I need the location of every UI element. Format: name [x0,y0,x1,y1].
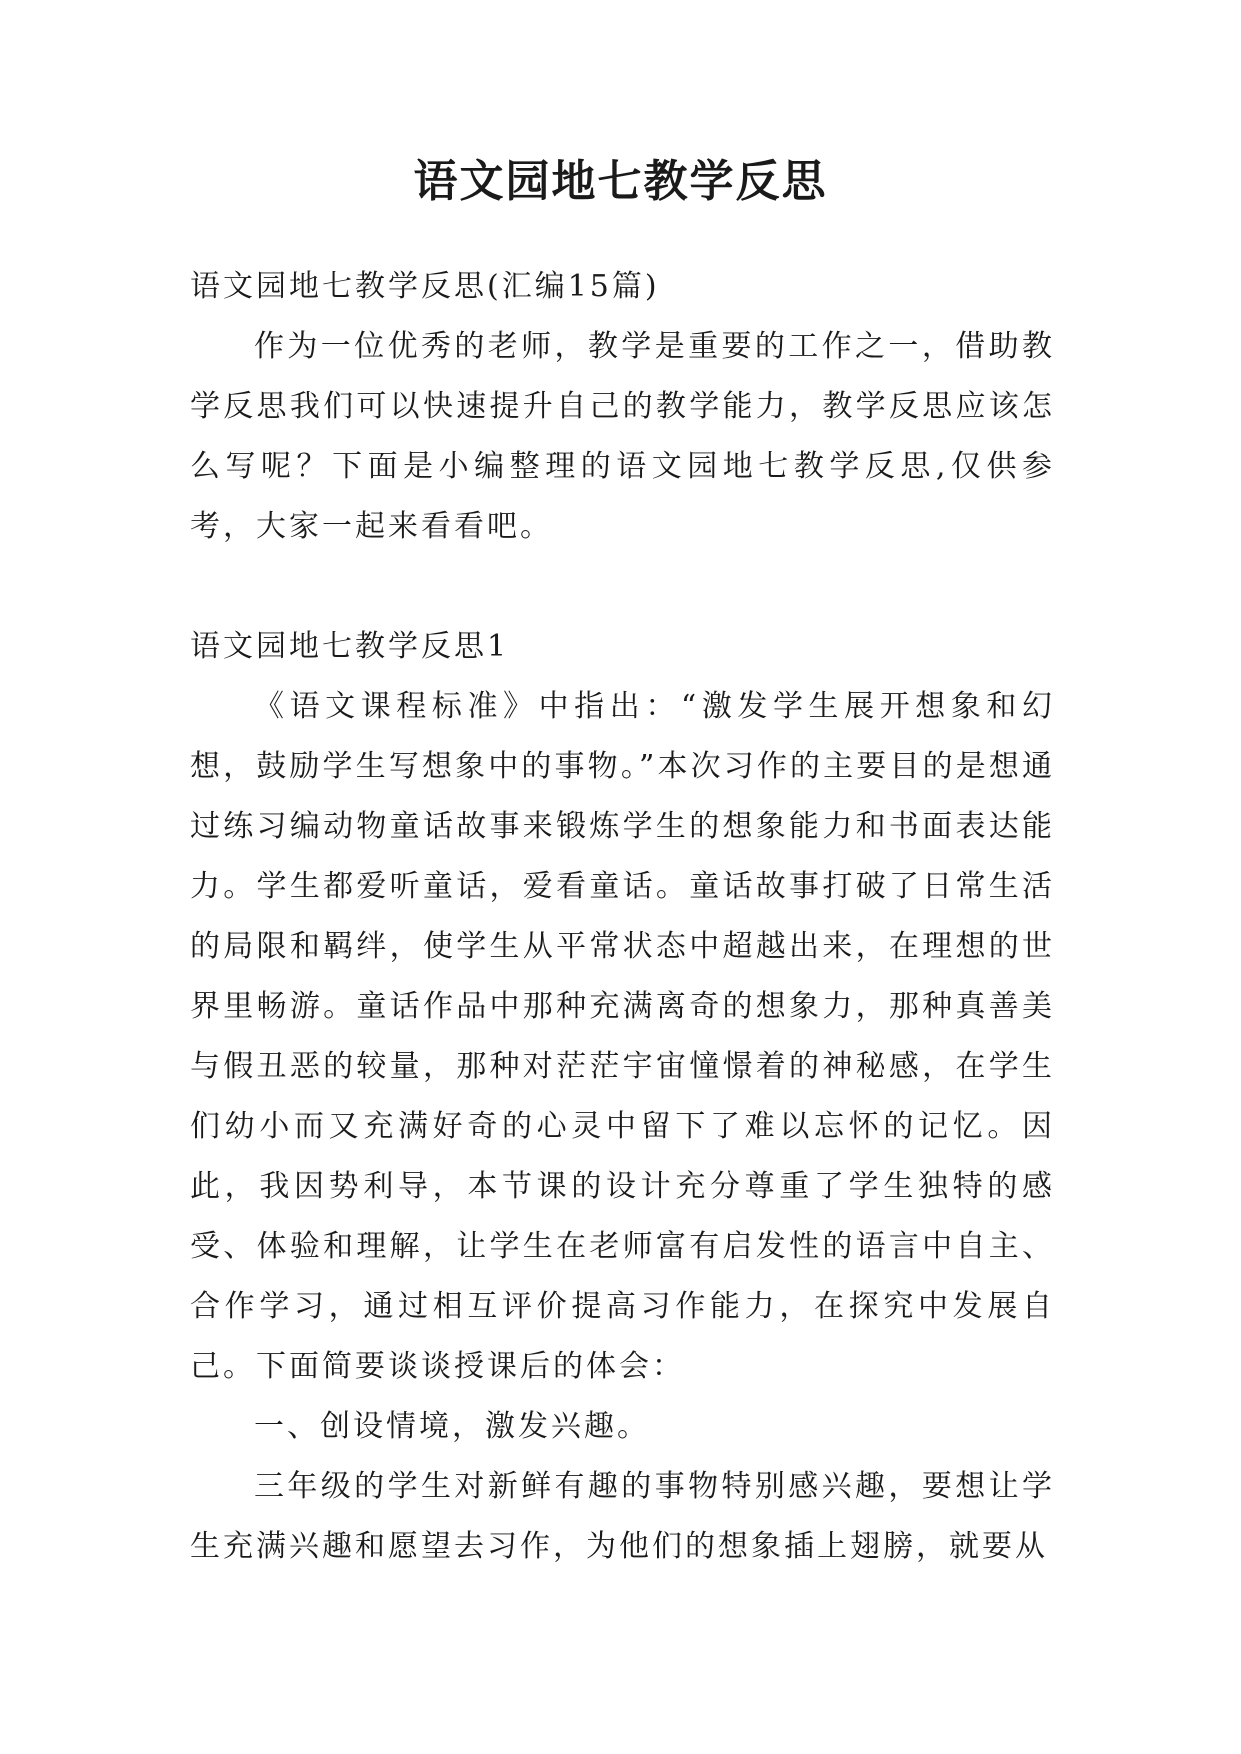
body-paragraph: 《语文课程标准》中指出：“激发学生展开想象和幻想，鼓励学生写想象中的事物。”本次习作的主要目的是想通过练习编动物童话故事来锻炼学生的想象能力和书面表达能力。学生都爱听童话，爱看童话。童话故事打破了日常生活的局限和羁绊，使学生从平常状态中超越出来，在理想的世界里畅游。童话作品中那种充满离奇的想象力，那种真善美与假丑恶的较量，那种对茫茫宇宙憧憬着的神秘感，在学生们幼小而又充满好奇的心灵中留下了难以忘怀的记忆。因此，我因势利导，本节课的设计充分尊重了学生独特的感受、体验和理解，让学生在老师富有启发性的语言中自主、合作学习，通过相互评价提高习作能力，在探究中发展自己。下面简要谈谈授课后的体会： [190,689,1055,1384]
point-heading: 一、创设情境，激发兴趣。 [254,1409,650,1444]
document-title: 语文园地七教学反思 [413,156,828,207]
document-subtitle: 语文园地七教学反思(汇编15篇) [190,269,660,304]
section-heading: 语文园地七教学反思1 [190,629,510,664]
body-paragraph: 三年级的学生对新鲜有趣的事物特别感兴趣，要想让学生充满兴趣和愿望去习作，为他们的想象插上翅膀，就要从 [190,1469,1055,1564]
intro-paragraph: 作为一位优秀的老师，教学是重要的工作之一，借助教学反思我们可以快速提升自己的教学能力，教学反思应该怎么写呢？下面是小编整理的语文园地七教学反思,仅供参考，大家一起来看看吧。 [190,329,1055,544]
paragraph-spacer [190,557,1055,617]
document-body [190,257,1055,1577]
